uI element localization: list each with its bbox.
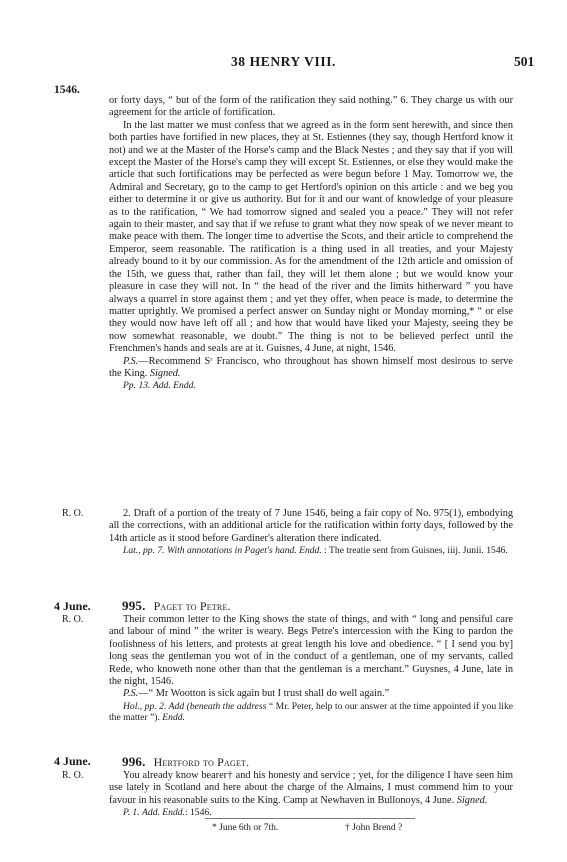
desc-endorsement: : 1546. bbox=[184, 807, 212, 819]
postscript bbox=[109, 688, 513, 700]
desc-endorsement: : The treatie sent from Guisnes, iiij. Junii. 1546. bbox=[324, 545, 508, 557]
signed-note: Signed. bbox=[456, 794, 488, 806]
ps-label: P.S. bbox=[123, 688, 139, 700]
document-description bbox=[109, 380, 513, 392]
footnote-2: † John Brend ? bbox=[345, 823, 403, 833]
entry-number: 996. bbox=[122, 754, 146, 769]
ps-text: —Recommend Sʳ Francisco, who throughout has shown himself most desirous to serve the King. bbox=[109, 355, 513, 379]
ps-label: P.S. bbox=[123, 355, 139, 367]
entry-heading-996 bbox=[122, 754, 249, 770]
signed-note: Signed. bbox=[149, 367, 181, 379]
margin-year: 1546. bbox=[54, 84, 80, 96]
margin-source-996: R. O. bbox=[62, 770, 84, 781]
letter-continuation bbox=[109, 95, 513, 392]
desc-text: Lat., pp. 7. With annotations in Paget's hand. Endd. bbox=[123, 545, 322, 557]
desc-text: Hol., pp. 2. Add (beneath the address bbox=[123, 700, 267, 712]
document-description bbox=[109, 545, 513, 557]
desc-address: Add. Endd. bbox=[142, 807, 185, 819]
margin-date-996: 4 June. bbox=[54, 754, 91, 768]
paragraph: Their common letter to the King shows the state of things, and with “ long and pensiful care and labour of mind ” the writer is weary. Begs Petre's intercession with the King to pardon the foolishness of his letters, and protests at great length his love and obedience. “ [ I send you by] long seas the gentleman you wot of in the conduct of a gentleman, one of my servants, called Rede, who knoweth none other than that the gentleman is a merchant.” Guysnes, 4 June, late in the night, 1546. bbox=[109, 614, 513, 688]
paragraph: or forty days, “ but of the form of the ratification they said nothing.” 6. They charge us with our agreement for the article of fortification. bbox=[109, 95, 513, 119]
margin-date-995: 4 June. bbox=[54, 599, 91, 613]
paragraph bbox=[109, 770, 513, 807]
entry-heading-995 bbox=[122, 598, 231, 614]
footnote-1: * June 6th or 7th. bbox=[212, 823, 279, 833]
postscript bbox=[109, 356, 513, 381]
entry-title: Paget to Petre. bbox=[153, 599, 231, 613]
desc-address: Add. Endd. bbox=[152, 380, 196, 392]
paragraph: 2. Draft of a portion of the treaty of 7 June 1546, being a fair copy of No. 975(1), embodying all the corrections, with an additional article for the ratification within forty days, followed by the 14th article as it stood before Gardiner's alteration there indicated. bbox=[109, 508, 513, 544]
entry-number: 995. bbox=[122, 598, 146, 613]
desc-endorsed: Endd. bbox=[162, 712, 185, 724]
document-description bbox=[109, 701, 513, 724]
draft-item bbox=[109, 508, 513, 557]
entry-body-996 bbox=[109, 770, 513, 819]
entry-title: Hertford to Paget. bbox=[153, 755, 250, 769]
running-title: 38 HENRY VIII. bbox=[230, 54, 337, 69]
page-number: 501 bbox=[514, 54, 535, 69]
desc-pages: P. 1. bbox=[123, 807, 140, 819]
margin-source-ro: R. O. bbox=[62, 508, 84, 519]
desc-pages: Pp. 13. bbox=[123, 380, 151, 392]
footnote-rule bbox=[205, 818, 415, 819]
letter-text: You already know bearer† and his honesty and service ; yet, for the diligence I have seen him use lately in Scotland and here about the charge of the Almains, I must commend him to your favour in his reasonable suits to the King. Camp at Newhaven in Bullonoys, 4 June. bbox=[109, 770, 513, 806]
margin-source-995: R. O. bbox=[62, 614, 84, 625]
paragraph: In the last matter we must confess that we agreed as in the form sent herewith, and since then both parties have fortified in new places, they at St. Estiennes (they say, though Hertford know it not) and we at the Master of the Horse's camp and the Black Nestes ; and they say that if you will except the Master of the Horse's camp they will except St. Estiennes, or else they would make the article that such fortifications may be perfected as were begun before 1 May. Tomorrow we, the Admiral and Secretary, go to the camp to get Hertford's opinion on this article : and we beg you either to determine it or give us authority. But for it and our want of knowledge of your pleasure as to the ratification, “ We had tomorrow signed and sealed you a peace.” They will not refer again to their master, and say that if we refuse to grant what they now speak of we never meant to make peace with them. The longer time to advertise the Scots, and their article to comprehend the Emperor, seem reasonable. The ratification is a thing used in all treaties, and your Majesty already bound to it by our commission. As for the amendment of the 12th article and omission of the 15th, we guess that, rather than fail, they will let them alone ; but we would know your pleasure in case they will not. In “ the head of the river and the limits hitherward ” you have always a quarrel in store against them ; and yet they offer, when peace is made, to determine the matter uprightly. We promised a perfect answer on Sunday night or Monday morning,* “ or else they would now have left off all ; and how that would have liked your Majesty, seeing they be now somewhat reasonable, we doubt.” The thing is not to be believed perfect until the Frenchmen's hands and seals are at it. Guisnes, 4 June, at night, 1546. bbox=[109, 119, 513, 355]
entry-body-995 bbox=[109, 614, 513, 724]
ps-text: —“ Mr Wootton is sick again but I trust shall do well again.” bbox=[138, 688, 390, 700]
desc-quote: “ Mr. Peter, help to our answer at the time appointed if you like the matter ”). bbox=[109, 700, 513, 724]
